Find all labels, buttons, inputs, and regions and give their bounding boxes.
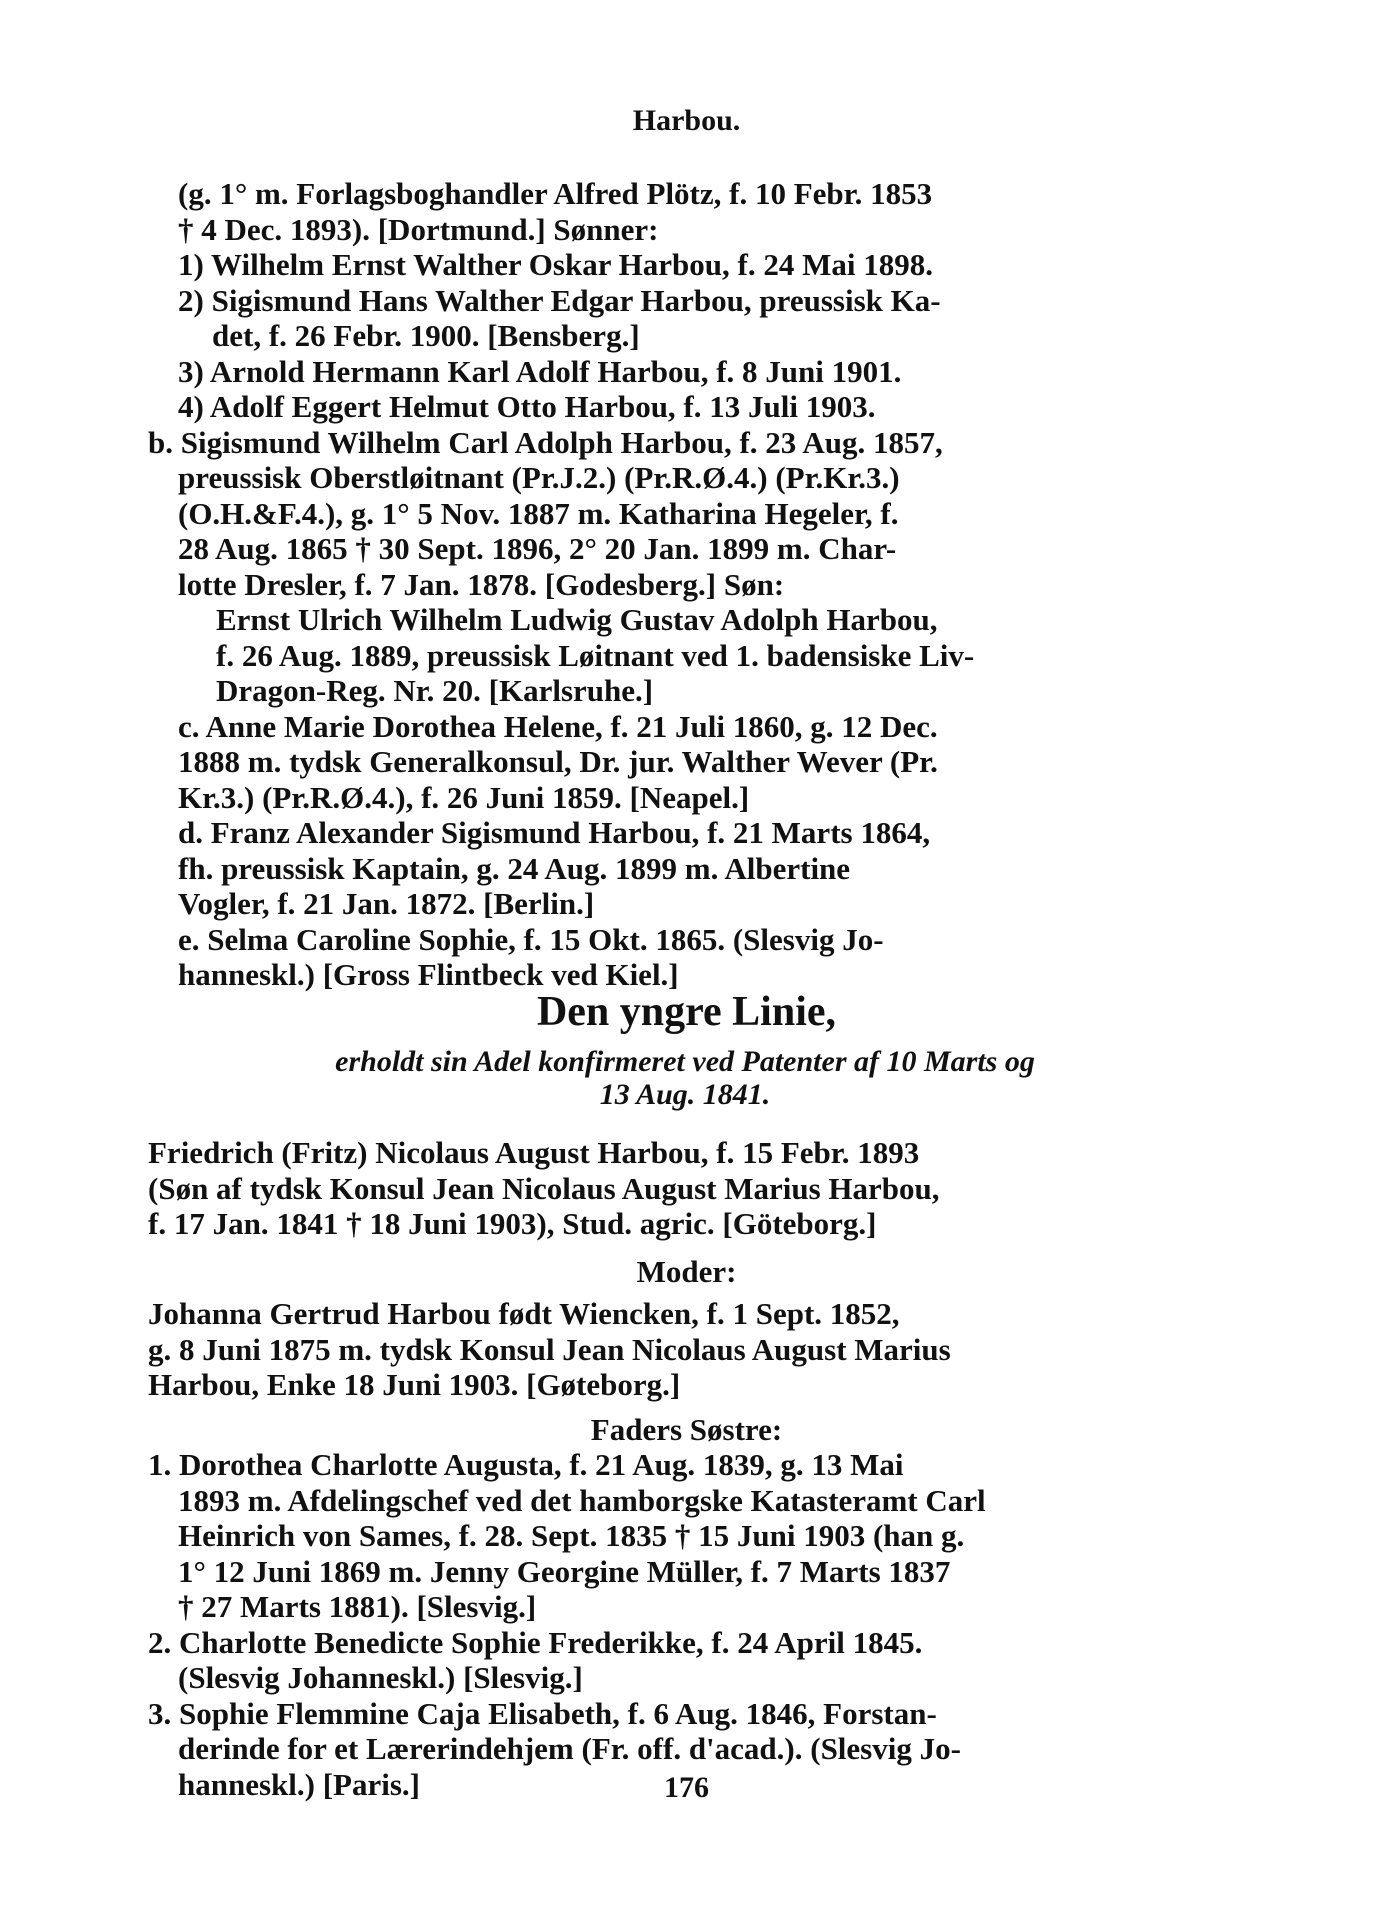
text-line: Kr.3.) (Pr.R.Ø.4.), f. 26 Juni 1859. [Neapel.] [178,779,750,815]
text-line: fh. preussisk Kaptain, g. 24 Aug. 1899 m. Albertine [178,850,851,886]
text-line: 4) Adolf Eggert Helmut Otto Harbou, f. 13 Juli 1903. [178,389,876,424]
text-line: 1893 m. Afdelingschef ved det hamborgske Katasteramt Carl [178,1482,986,1518]
text-line: 2. Charlotte Benedicte Sophie Frederikke, f. 24 April 1845. [148,1624,923,1660]
text-line: 3) Arnold Hermann Karl Adolf Harbou, f. 8 Juni 1901. [178,353,902,389]
entries-block-older-line [148,176,1218,993]
running-header: Harbou. [632,104,741,137]
text-line: 2) Sigismund Hans Walther Edgar Harbou, preussisk Ka- [178,282,941,318]
text-line: g. 8 Juni 1875 m. tydsk Konsul Jean Nicolaus August Marius [148,1331,951,1367]
subheading-line: erholdt sin Adel konfirmeret ved Patenter af 10 Marts og [335,1045,1035,1078]
text-line: (g. 1° m. Forlagsboghandler Alfred Plötz, f. 10 Febr. 1853 [178,176,933,211]
text-line: det, f. 26 Febr. 1900. [Bensberg.] [212,318,640,353]
text-line: d. Franz Alexander Sigismund Harbou, f. 21 Marts 1864, [178,815,931,850]
subheading-line: 13 Aug. 1841. [599,1078,771,1111]
text-line: hanneskl.) [Gross Flintbeck ved Kiel.] [178,957,679,992]
text-line: Harbou, Enke 18 Juni 1903. [Gøteborg.] [148,1367,681,1402]
faders-sostre-label: Faders Søstre: [590,1412,783,1447]
text-line: e. Selma Caroline Sophie, f. 15 Okt. 1865. (Slesvig Jo- [178,921,884,957]
text-line: Johanna Gertrud Harbou født Wiencken, f. 1 Sept. 1852, [148,1296,900,1331]
text-line: † 27 Marts 1881). [Slesvig.] [178,1589,537,1624]
text-line: b. Sigismund Wilhelm Carl Adolph Harbou, f. 23 Aug. 1857, [148,424,943,460]
text-line: 28 Aug. 1865 † 30 Sept. 1896, 2° 20 Jan. 1899 m. Char- [178,531,897,566]
text-line: (O.H.&F.4.), g. 1° 5 Nov. 1887 m. Katharina Hegeler, f. [178,495,899,531]
text-line: 1° 12 Juni 1869 m. Jenny Georgine Müller, f. 7 Marts 1837 [178,1553,951,1589]
entry-friedrich [148,1135,1218,1242]
text-line: preussisk Oberstløitnant (Pr.J.2.) (Pr.R.Ø.4.) (Pr.Kr.3.) [178,460,900,495]
text-line: c. Anne Marie Dorothea Helene, f. 21 Juli 1860, g. 12 Dec. [178,708,938,744]
text-line: (Slesvig Johanneskl.) [Slesvig.] [178,1660,583,1695]
text-line: hanneskl.) [Paris.] [178,1766,420,1802]
section-subheading [180,1045,1190,1111]
text-line: Dragon-Reg. Nr. 20. [Karlsruhe.] [216,673,654,708]
moder-label: Moder: [636,1254,737,1289]
text-line: (Søn af tydsk Konsul Jean Nicolaus August Marius Harbou, [148,1170,940,1206]
text-line: Friedrich (Fritz) Nicolaus August Harbou, f. 15 Febr. 1893 [148,1135,920,1170]
text-line: Ernst Ulrich Wilhelm Ludwig Gustav Adolph Harbou, [216,602,938,637]
text-line: 1) Wilhelm Ernst Walther Oskar Harbou, f. 24 Mai 1898. [178,247,933,282]
entry-moder [148,1296,1218,1403]
text-line: 1. Dorothea Charlotte Augusta, f. 21 Aug. 1839, g. 13 Mai [148,1447,904,1482]
text-line: 3. Sophie Flemmine Caja Elisabeth, f. 6 Aug. 1846, Forstan- [148,1695,937,1731]
text-line: f. 17 Jan. 1841 † 18 Juni 1903), Stud. agric. [Göteborg.] [148,1206,877,1241]
text-line: f. 26 Aug. 1889, preussisk Løitnant ved 1. badensiske Liv- [216,637,975,673]
entries-faders-sostre [148,1447,1218,1802]
page-number: 176 [664,1771,709,1804]
text-line: derinde for et Lærerindehjem (Fr. off. d'acad.). (Slesvig Jo- [178,1731,961,1766]
text-line: Heinrich von Sames, f. 28. Sept. 1835 † 15 Juni 1903 (han g. [178,1518,965,1553]
text-line: † 4 Dec. 1893). [Dortmund.] Sønner: [178,211,659,247]
section-heading: Den yngre Linie, [536,989,837,1035]
text-line: lotte Dresler, f. 7 Jan. 1878. [Godesberg.] Søn: [178,566,785,602]
text-line: 1888 m. tydsk Generalkonsul, Dr. jur. Walther Wever (Pr. [178,744,938,779]
text-line: Vogler, f. 21 Jan. 1872. [Berlin.] [178,886,595,921]
